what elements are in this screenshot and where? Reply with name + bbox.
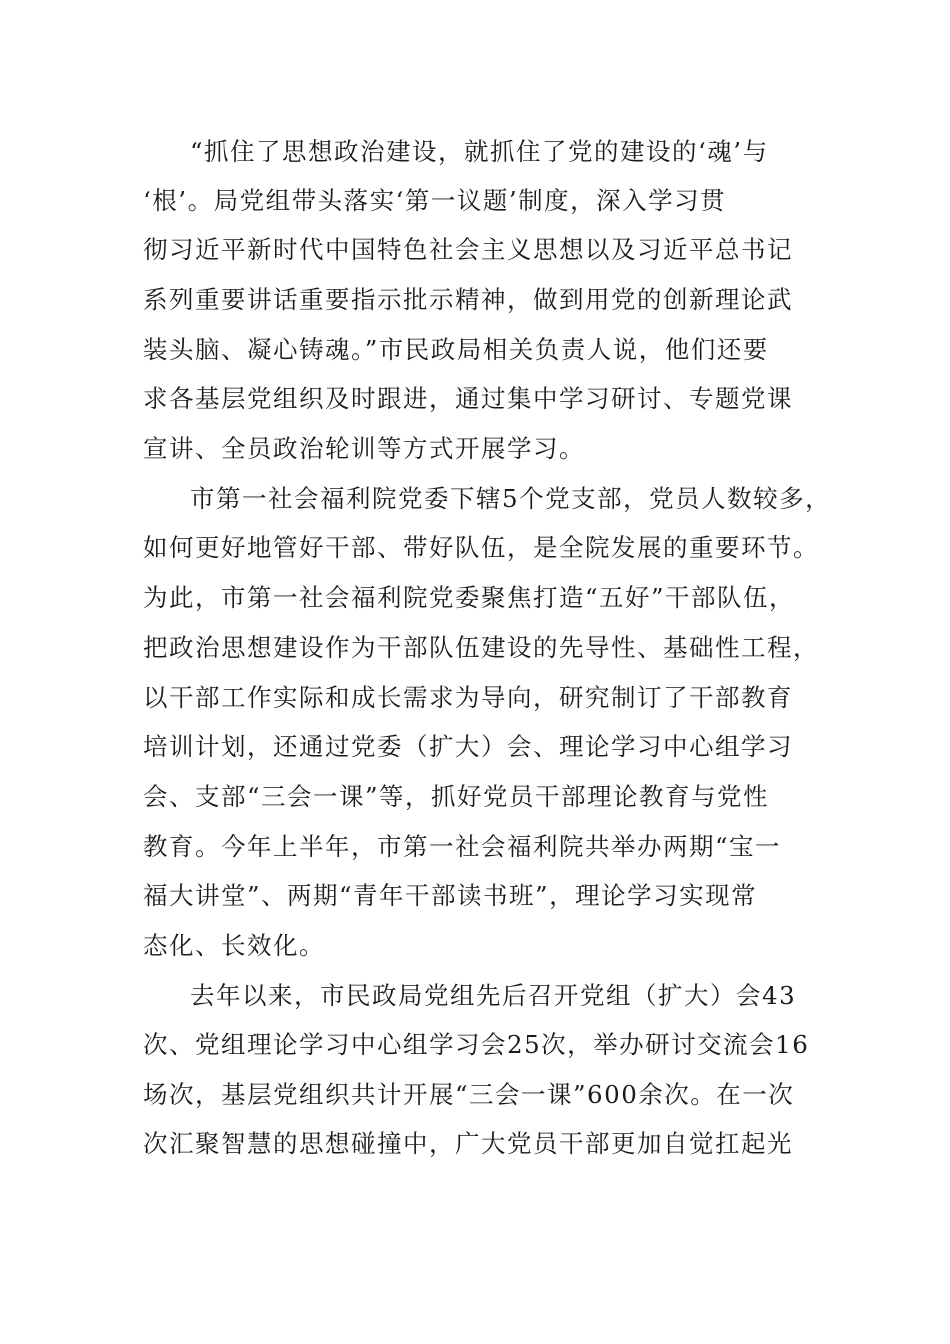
paragraph-1-line-7: 宣讲、全员政治轮训等方式开展学习。 — [143, 434, 585, 463]
paragraph-1-line-1: “抓住了思想政治建设，就抓住了党的建设的‘魂’与 — [190, 137, 769, 166]
paragraph-3-line-4: 次汇聚智慧的思想碰撞中，广大党员干部更加自觉扛起光 — [143, 1129, 793, 1158]
paragraph-2-line-8: 教育。今年上半年，市第一社会福利院共举办两期“宝一 — [143, 832, 782, 861]
paragraph-2-line-1: 市第一社会福利院党委下辖5个党支部，党员人数较多， — [190, 484, 832, 513]
paragraph-3-line-3: 场次，基层党组织共计开展“三会一课”600余次。在一次 — [143, 1080, 795, 1109]
paragraph-2-line-5: 以干部工作实际和成长需求为导向，研究制订了干部教育 — [143, 683, 793, 712]
paragraph-2-line-6: 培训计划，还通过党委（扩大）会、理论学习中心组学习 — [143, 732, 793, 761]
paragraph-2-line-4: 把政治思想建设作为干部队伍建设的先导性、基础性工程， — [143, 633, 819, 662]
paragraph-2-line-9: 福大讲堂”、两期“青年干部读书班”，理论学习实现常 — [143, 881, 758, 910]
paragraph-3-line-1: 去年以来，市民政局党组先后召开党组（扩大）会43 — [190, 981, 797, 1010]
paragraph-3-line-2: 次、党组理论学习中心组学习会25次，举办研讨交流会16 — [143, 1030, 810, 1059]
paragraph-1-line-6: 求各基层党组织及时跟进，通过集中学习研讨、专题党课 — [143, 384, 793, 413]
paragraph-1-line-3: 彻习近平新时代中国特色社会主义思想以及习近平总书记 — [143, 235, 793, 264]
paragraph-1-line-5: 装头脑、凝心铸魂。”市民政局相关负责人说，他们还要 — [143, 335, 769, 364]
paragraph-2-line-2: 如何更好地管好干部、带好队伍，是全院发展的重要环节。 — [143, 533, 819, 562]
paragraph-2-line-10: 态化、长效化。 — [143, 931, 325, 960]
paragraph-1-line-4: 系列重要讲话重要指示批示精神，做到用党的创新理论武 — [143, 285, 793, 314]
paragraph-2-line-3: 为此，市第一社会福利院党委聚焦打造“五好”干部队伍， — [143, 583, 796, 612]
paragraph-1-line-2: ‘根’。局党组带头落实‘第一议题’制度，深入学习贯 — [143, 186, 727, 215]
paragraph-2-line-7: 会、支部“三会一课”等，抓好党员干部理论教育与党性 — [143, 782, 770, 811]
